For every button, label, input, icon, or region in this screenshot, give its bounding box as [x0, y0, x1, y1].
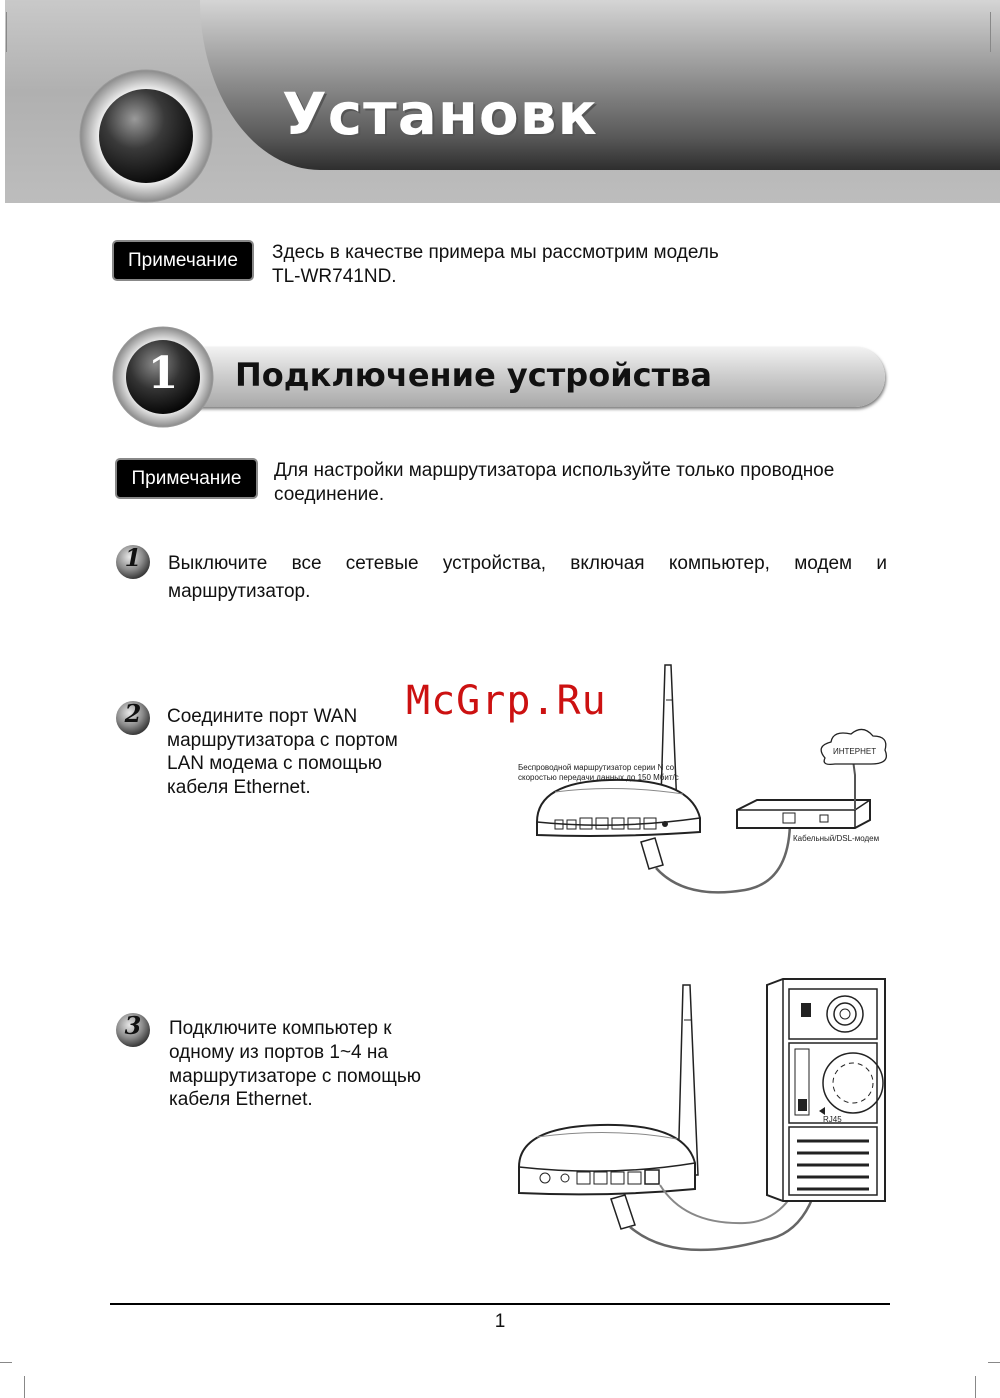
- step-number: 3: [124, 1011, 142, 1040]
- step-text-line: Соедините порт WAN: [167, 706, 358, 727]
- header-sphere-icon: [78, 68, 214, 204]
- watermark: McGrp.Ru: [406, 678, 607, 724]
- step-text-line: Подключите компьютер к: [169, 1018, 392, 1039]
- computer-tower-icon: [767, 979, 885, 1201]
- port-label: RJ45: [823, 1115, 842, 1124]
- note-badge: Примечание: [115, 458, 258, 499]
- step-text-line: кабеля Ethernet.: [169, 1089, 313, 1110]
- crop-mark: [6, 12, 7, 52]
- step-text-line: кабеля Ethernet.: [167, 777, 311, 798]
- crop-mark: [975, 1376, 976, 1398]
- router-label-line: Беспроводной маршрутизатор серии N со: [518, 763, 675, 772]
- step-text-line: Выключите все сетевые устройства, включая компьютер, модем и: [168, 553, 887, 574]
- internet-label: ИНТЕРНЕТ: [833, 747, 877, 756]
- note-text-line: Здесь в качестве примера мы рассмотрим модель: [272, 242, 719, 263]
- section-number: 1: [147, 348, 179, 399]
- crop-mark: [0, 1362, 12, 1363]
- footer-rule: [110, 1303, 890, 1305]
- section-title: Подключение устройства: [235, 356, 712, 394]
- crop-mark: [988, 1362, 1000, 1363]
- note-text-line: соединение.: [274, 484, 385, 505]
- step-text-line: одному из портов 1~4 на: [169, 1042, 388, 1063]
- modem-icon: [737, 800, 870, 828]
- note-text-line: Для настройки маршрутизатора используйте только проводное: [274, 460, 835, 481]
- page-title: Установк: [282, 80, 598, 148]
- ethernet-plug-icon: [641, 838, 663, 869]
- router-label-line: скоростью передачи данных до 150 Мбит/с: [518, 773, 679, 782]
- router-computer-diagram: [515, 975, 895, 1265]
- step-number: 1: [124, 543, 142, 572]
- note-text-line: TL-WR741ND.: [272, 266, 397, 287]
- note-badge: Примечание: [112, 240, 254, 281]
- step-text-line: маршрутизаторе с помощью: [169, 1066, 421, 1087]
- step-number: 2: [124, 699, 142, 728]
- router-modem-diagram: [515, 660, 895, 900]
- ethernet-plug-icon: [611, 1195, 635, 1229]
- page-number: 1: [494, 1311, 506, 1332]
- step-text-line: LAN модема с помощью: [167, 753, 383, 774]
- crop-mark: [24, 1376, 25, 1398]
- crop-mark: [990, 12, 991, 52]
- step-text-line: маршрутизатора с портом: [167, 730, 398, 751]
- step-text-line: маршрутизатор.: [168, 581, 311, 602]
- modem-label: Кабельный/DSL-модем: [793, 834, 880, 843]
